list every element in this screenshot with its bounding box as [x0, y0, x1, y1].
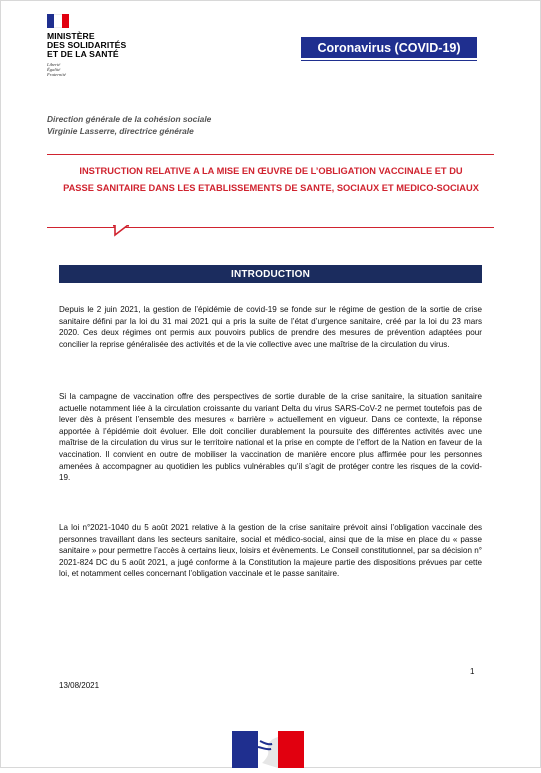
section-heading: INTRODUCTION [59, 265, 482, 283]
page-number: 1 [470, 667, 475, 676]
document-date: 13/08/2021 [59, 681, 100, 690]
ministry-name-line: ET DE LA SANTÉ [47, 49, 119, 59]
body-paragraph: Depuis le 2 juin 2021, la gestion de l’épidémie de covid-19 se fonde sur le régime de gestion de la sortie de crise sanitaire défini par la loi du 31 mai 2021 qui a pris la suite de l’état d’urgence sanitaire, créé par la loi du 23 mars 2020. Ces deux régimes ont permis aux pouvoirs publics de prendre des mesures de prévention adaptées pour concilier la reprise généralisée des activités et de la vie collective avec une maîtrise de la circulation du virus. [59, 305, 482, 349]
covid-badge: Coronavirus (COVID-19) [301, 37, 477, 58]
marianne-profile-icon [258, 731, 278, 768]
body-paragraph: La loi n°2021-1040 du 5 août 2021 relative à la gestion de la crise sanitaire prévoit ainsi l’obligation vaccinale des personnes travaillant dans les secteurs sanitaire, social et médico-social, ainsi que de la mise en place du « passe sanitaire » pour permettre l’accès à certains lieux, loisirs et évènements. Le Conseil constitutionnel, par sa décision n° 2021-824 DC du 5 août 2021, a jugé conforme à la Constitution la majeure partie des dispositions prévues par cette loi, et notamment celles concernant l’obligation vaccinale et le passe sanitaire. [59, 523, 482, 579]
ministry-name [47, 32, 126, 59]
motto-line: Égalité [47, 67, 61, 72]
republic-motto [47, 62, 126, 77]
direction-block [47, 113, 211, 138]
motto-line: Fraternité [47, 72, 66, 77]
director-name: Virginie Lasserre, directrice générale [47, 126, 194, 137]
body-paragraph: Si la campagne de vaccination offre des perspectives de sortie durable de la crise sanitaire, la situation sanitaire actuelle notamment liée à la circulation croissante du variant Delta du virus SARS-CoV-2 ne permet toutefois pas de lever dès à présent l’ensemble des mesures « barrière » actuellement en vigueur. Dans ce contexte, la réponse apportée à l’épidémie doit évoluer. Elle doit concilier durablement la poursuite des différentes activités avec une maîtrise de la circulation du virus sur le territoire national et la prise en compte de l’effort de la Nation en faveur de la vaccination. Il convient en outre de mobiliser la vaccination de manière encore plus affirmée pour les personnes amenées à accompagner au quotidien les publics vulnérables qu’il s’agit de protéger contre les risques de la covid-19. [59, 392, 482, 483]
direction-name: Direction générale de la cohésion sociale [47, 114, 212, 124]
ministry-logo [47, 14, 126, 77]
marianne-flag-icon [47, 14, 69, 28]
marianne-footer-icon [232, 731, 304, 768]
ministry-name-line: DES SOLIDARITÉS [47, 40, 127, 50]
speech-tail-icon [113, 225, 129, 237]
badge-underline [301, 60, 477, 61]
motto-line: Liberté [47, 62, 61, 67]
ministry-name-line: MINISTÈRE [47, 31, 95, 41]
document-title: INSTRUCTION RELATIVE A LA MISE EN ŒUVRE DE L’OBLIGATION VACCINALE ET DU PASSE SANITAIRE DANS LES ETABLISSEMENTS DE SANTE, SOCIAUX ET MEDICO-SOCIAUX [63, 166, 479, 193]
